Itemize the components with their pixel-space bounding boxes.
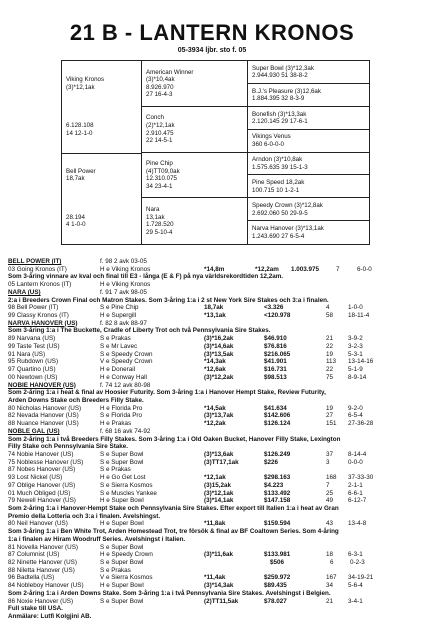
horse-name: 01 Much Obliged (US) xyxy=(8,489,71,497)
sex-and-sire: S e Super Bowl xyxy=(100,458,144,466)
wins-places: 18-11-4 xyxy=(348,312,370,320)
record: *14,8m xyxy=(204,265,225,273)
starts: 0-2-3 xyxy=(350,559,365,567)
earnings: $159.594 xyxy=(264,520,291,528)
sex-and-sire: H e Prakas xyxy=(100,420,132,428)
pedigree-great-grandparent-cell: Arndon (3)*10,8ak 1.575.635 39 15-1-3 xyxy=(248,153,369,176)
wins-places: 37-33-30 xyxy=(348,474,374,482)
progeny-row xyxy=(8,459,418,467)
page-title: 21 B - LANTERN KRONOS xyxy=(69,20,355,45)
horse-name: 84 Nobleboy Hanover (US) xyxy=(8,582,84,590)
wins-places: 6-5-4 xyxy=(348,412,363,420)
pedigree-grandparent-cell: American Winner (3)*10,4ak 8.926.970 27 16-4-3 xyxy=(142,61,247,107)
horse-name: 99 Classy Kronos (IT) xyxy=(8,312,69,320)
sex-and-sire: S e Mr Lavec xyxy=(100,342,138,350)
progeny-row xyxy=(8,598,418,606)
record: (3)*13,5ak xyxy=(204,350,234,358)
race-record-note xyxy=(8,536,418,544)
starts: 4 xyxy=(326,304,330,312)
horse-name: 96 Badtella (US) xyxy=(8,574,55,582)
line-text: Full stake till USA. xyxy=(8,605,63,613)
line-text: NOBLE GAL (US) xyxy=(8,427,60,435)
sex-and-sire: S e Super Bowl xyxy=(100,597,144,605)
horse-name: 80 Neil Hanover (US) xyxy=(8,520,68,528)
progeny-row xyxy=(8,281,418,289)
earnings: $4.223 xyxy=(264,481,284,489)
line-text: Premio della Lotteria och 3:a i finalen. Avelshingst. xyxy=(8,512,161,520)
horse-name: 74 Nobie Hanover (US) xyxy=(8,450,74,458)
dam-heading xyxy=(8,289,418,297)
line-text: Som 2-åring 1:a i Arden Downs Stake. Som 3-åring 1:a i två Pennsylvania Sire Stakes. Avelshingst i Belgien. xyxy=(8,589,331,597)
sex-and-sire: S e Prakas xyxy=(100,566,131,574)
wins-places: 9-2-0 xyxy=(348,404,363,412)
line-text: Som 2-åring 1:a i heat & final av Hoosier Futurity. Som 3-åring 1:a i Hanover Hempt Stake, Review Futurity, xyxy=(8,389,326,397)
progeny-row xyxy=(8,351,418,359)
horse-name: 75 Noblesse Hanover (US) xyxy=(8,458,84,466)
earnings: $216.065 xyxy=(264,350,291,358)
sex-and-sire: S e Prakas xyxy=(100,335,131,343)
pedigree-great-grandparents-column xyxy=(248,61,369,244)
pedigree-great-grandparent-cell: Vikings Venus 360 6-0-0-0 xyxy=(248,130,369,153)
sex-and-sire: S e Pine Chip xyxy=(100,304,139,312)
sex-and-sire: H e Speedy Crown xyxy=(100,551,153,559)
horse-name: 97 Oblige Hanover (US) xyxy=(8,481,76,489)
progeny-row xyxy=(8,544,418,552)
progeny-row xyxy=(8,343,418,351)
dam-heading xyxy=(8,428,418,436)
starts: 22 xyxy=(326,342,334,350)
line-text: NARVA HANOVER (US) xyxy=(8,319,78,327)
horse-name: 80 Nicholas Hanover (US) xyxy=(8,404,82,412)
pedigree-parent-cell: Bell Power 18,7ak xyxy=(66,167,96,183)
progeny-row xyxy=(8,520,418,528)
sex-and-sire: S e Muscles Yankee xyxy=(100,489,157,497)
progeny-row xyxy=(8,582,418,590)
record: (3)*13,7ak xyxy=(204,412,234,420)
sex-and-sire: H e Viking Kronos xyxy=(100,281,151,289)
starts: 1.003.975 xyxy=(291,265,320,273)
progeny-row xyxy=(8,451,418,459)
extra: 6-0-0 xyxy=(357,265,372,273)
starts: 25 xyxy=(326,489,334,497)
earnings: 6 xyxy=(330,559,334,567)
race-record-note xyxy=(8,590,418,598)
starts: 7 xyxy=(326,481,330,489)
wins-places: 5-6-4 xyxy=(348,582,363,590)
wins-places: 1-0-0 xyxy=(348,304,363,312)
sex-and-sire: H e Go Get Lost xyxy=(100,474,146,482)
earnings: $41.901 xyxy=(264,358,287,366)
horse-name: 91 Nara (US) xyxy=(8,350,46,358)
sex-and-sire: H e Super Bowl xyxy=(100,582,144,590)
record: *12,2ak xyxy=(204,420,226,428)
horse-name: 98 Bell Power (IT) xyxy=(8,304,59,312)
horse-name: 79 Newell Hanover (US) xyxy=(8,497,76,505)
starts: 167 xyxy=(326,574,337,582)
record: *14,5ak xyxy=(204,404,226,412)
line-text: f. 91 7 avk 98-05 xyxy=(100,288,147,296)
race-record-note xyxy=(8,327,418,335)
wins-places: 8-14-4 xyxy=(348,450,367,458)
sex-and-sire: S e Super Bowl xyxy=(100,559,144,567)
earnings: $78.027 xyxy=(264,597,287,605)
pedigree-great-grandparent-cell: B.J.'s Pleasure (3)12,6ak 1.884.395 32 8-3-9 xyxy=(248,84,369,107)
earnings: $46.910 xyxy=(264,335,287,343)
pedigree-divider xyxy=(62,153,141,154)
progeny-row xyxy=(8,358,418,366)
progeny-row xyxy=(8,497,418,505)
wins-places: 3-2-3 xyxy=(348,342,363,350)
pedigree-grandparent-cell: Conch (2)*12,1ak 2.910.475 22 14-5-1 xyxy=(142,107,247,153)
pedigree-table xyxy=(61,60,370,245)
pedigree-great-grandparent-cell: Speedy Crown (3)*12,8ak 2.692.060 50 29-9-5 xyxy=(248,198,369,221)
starts: 34 xyxy=(326,582,334,590)
line-text: Som 3-åring 1:a i Ben White Trot, Arden Homestead Trot, tre försök & final av BF Coaltown Series. Som 4-åring xyxy=(8,528,339,536)
line-text: Som 3-åring 1:a i The Buckette, Cradle of Liberty Trot och två Pennsylvania Sire Stakes. xyxy=(8,327,271,335)
progeny-row xyxy=(8,490,418,498)
wins-places: 8-9-14 xyxy=(348,373,367,381)
horse-name: 93 Lost Nickel (US) xyxy=(8,474,63,482)
sex-and-sire: S e Super Bowl xyxy=(100,450,144,458)
earnings: $126.124 xyxy=(264,420,291,428)
horse-name: 87 Nobes Hanover (US) xyxy=(8,466,76,474)
pedigree-great-grandparent-cell: Pine Speed 18,2ak 100.715 10 1-2-1 xyxy=(248,175,369,198)
pedigree-great-grandparent-cell: Bonefish (3)*13,3ak 2.120.145 29 17-6-1 xyxy=(248,107,369,130)
starts: 22 xyxy=(326,366,334,374)
sex-and-sire: S e Super Bowl xyxy=(100,543,144,551)
horse-name: 05 Lantern Kronos (IT) xyxy=(8,281,72,289)
wins-places: 3-4-1 xyxy=(348,597,363,605)
record: (3)*12,1ak xyxy=(204,489,234,497)
starts: 21 xyxy=(326,597,334,605)
starts: 49 xyxy=(326,497,334,505)
record: (3)TT17,1ak xyxy=(204,458,239,466)
progeny-row xyxy=(8,551,418,559)
wins-places: 5-3-1 xyxy=(348,350,363,358)
registration-line: 05-3934 ljbr. sto f. 05 xyxy=(177,47,247,54)
earnings: $133.981 xyxy=(264,551,291,559)
pedigree-parent-cell: 6.128.108 14 12-1-0 xyxy=(66,122,94,137)
record: (3)15,2ak xyxy=(204,481,231,489)
progeny-row xyxy=(8,412,418,420)
race-record-note xyxy=(8,297,418,305)
earnings: <3.326 xyxy=(264,304,284,312)
sex-and-sire: H e Super Bowl xyxy=(100,497,144,505)
starts: 43 xyxy=(326,520,334,528)
sex-and-sire: H e Supergill xyxy=(100,312,137,320)
pedigree-parent-cell: 28.194 4 1-0-0 xyxy=(66,213,86,229)
horse-name: 86 Noxie Hanover (US) xyxy=(8,597,74,605)
earnings: $142.606 xyxy=(264,412,291,420)
progeny-row xyxy=(8,474,418,482)
horse-name: 88 Niletta Hanover (US) xyxy=(8,566,75,574)
record: $506 xyxy=(270,559,285,567)
line-text: Filly Stake och Pennsylvania Sire Stake. xyxy=(8,443,129,451)
earnings: $89.435 xyxy=(264,582,287,590)
record: (3)*14,1ak xyxy=(204,497,234,505)
earnings: $41.634 xyxy=(264,404,287,412)
race-record-note xyxy=(8,443,418,451)
earnings: $298.163 xyxy=(264,474,291,482)
progeny-row xyxy=(8,304,418,312)
race-record-note xyxy=(8,273,418,281)
progeny-row xyxy=(8,559,418,567)
line-text: NARA (US) xyxy=(8,288,41,296)
wins-places: 7 xyxy=(336,265,340,273)
progeny-row xyxy=(8,567,418,575)
line-text: BELL POWER (IT) xyxy=(8,258,62,265)
record: (3)*14,6ak xyxy=(204,342,234,350)
line-text: NOBIE HANOVER (US) xyxy=(8,381,76,389)
sex-and-sire: H e Conway Hall xyxy=(100,373,147,381)
dam-heading xyxy=(8,258,418,266)
sex-and-sire: V e Speedy Crown xyxy=(100,358,153,366)
starts: 151 xyxy=(326,420,337,428)
starts: 75 xyxy=(326,373,334,381)
horse-name: 81 Novella Hanover (US) xyxy=(8,543,78,551)
record: *11,4ak xyxy=(204,574,226,582)
sex-and-sire: S e Speedy Crown xyxy=(100,350,153,358)
wins-places: 6-3-1 xyxy=(348,551,363,559)
record: *11,8ak xyxy=(204,520,226,528)
sex-and-sire: H e Donerail xyxy=(100,366,135,374)
earnings: $98.513 xyxy=(264,373,287,381)
record: *12,6ak xyxy=(204,366,226,374)
progeny-row xyxy=(8,374,418,382)
starts: 37 xyxy=(326,450,334,458)
record: 18,7ak xyxy=(204,304,224,312)
record: (2)TT11,5ak xyxy=(204,597,239,605)
progeny-row xyxy=(8,482,418,490)
wins-places: 2-1-1 xyxy=(348,481,363,489)
line-text: 2:a i Breeders Crown Final och Matron Stakes. Som 3-åring 1:a i 2 st New York Sire Stakes och 3:a i finalen. xyxy=(8,296,329,304)
earnings: $133.492 xyxy=(264,489,291,497)
line-text: Anmälare: Lutfi Kolgjini AB. xyxy=(8,613,92,621)
line-text: Som 2-åring 1:a i två Breeders Filly Stakes. Som 3-åring 1:a i Old Oaken Bucket, Hanover Filly Stake, Lexington xyxy=(8,435,341,443)
race-record-note xyxy=(8,505,418,513)
wins-places: 34-19-21 xyxy=(348,574,374,582)
starts: 21 xyxy=(326,335,334,343)
horse-name: 99 Taste Test (US) xyxy=(8,342,60,350)
earnings: *12,2am xyxy=(255,265,279,273)
line-text: Som 2-åring 1:a i Hanover-Hempt Stake och Pennsylvania Sire Stakes. Efter export till Italien 1:a i heat av Gran xyxy=(8,505,339,512)
earnings: $76.816 xyxy=(264,342,287,350)
progeny-row xyxy=(8,366,418,374)
starts: 113 xyxy=(326,358,337,366)
record: (3)*13,6ak xyxy=(204,450,234,458)
earnings: $126.249 xyxy=(264,450,291,458)
line-text: Som 3-åring vinnare av kval och final till E3 - långa (E & F) på nya världsrekordtiden 12,2am. xyxy=(8,273,284,281)
sex-and-sire: S e Florida Pro xyxy=(100,412,142,420)
race-record-note xyxy=(8,528,418,536)
record: (3)*12,2ak xyxy=(204,373,234,381)
sex-and-sire: S e Sierra Kosmos xyxy=(100,481,153,489)
progeny-row xyxy=(8,574,418,582)
earnings: $259.972 xyxy=(264,574,291,582)
line-text: f. 82 8 avk 88-97 xyxy=(100,319,147,327)
wins-places: 3-9-2 xyxy=(348,335,363,343)
progeny-records xyxy=(8,258,418,621)
line-text: Arden Downs Stake och Breeders Filly Stake. xyxy=(8,396,144,404)
pedigree-great-grandparent-cell: Narva Hanover (3)*13,1ak 1.243.690 27 6-5-4 xyxy=(252,224,324,240)
progeny-row xyxy=(8,405,418,413)
earnings: $226 xyxy=(264,458,279,466)
line-text: f. 98 2 avk 03-05 xyxy=(100,258,147,265)
wins-places: 6-6-1 xyxy=(348,489,363,497)
wins-places: 6-12-7 xyxy=(348,497,367,505)
progeny-row xyxy=(8,420,418,428)
pedigree-parents-column xyxy=(62,61,142,244)
starts: 19 xyxy=(326,404,334,412)
pedigree-grandparents-column xyxy=(142,61,248,244)
line-text: 1:a i finalen av Hiram Woodruff Series. Avelshingst i Italien. xyxy=(8,535,186,543)
line-text: f. 74 12 avk 80-98 xyxy=(100,381,151,389)
pedigree-grandparent-cell: Nara 13,1ak 1.728.520 29 5-10-4 xyxy=(146,205,174,236)
wins-places: 5-1-9 xyxy=(348,366,363,374)
sex-and-sire: S e Prakas xyxy=(100,466,131,474)
race-record-note xyxy=(8,513,418,521)
race-record-note xyxy=(8,436,418,444)
starts: 27 xyxy=(326,412,334,420)
pedigree-great-grandparent-cell: Super Bowl (3)*12,3ak 2.944.930 51 38-8-2 xyxy=(248,61,369,84)
horse-name: 87 Columnist (US) xyxy=(8,551,60,559)
pedigree-grandparent-cell: Pine Chip (4)TT09,0ak 12.310.075 34 23-4-1 xyxy=(142,153,247,199)
starts: 168 xyxy=(326,474,337,482)
race-record-note xyxy=(8,613,418,621)
horse-name: 82 Nevada Hanover (US) xyxy=(8,412,79,420)
race-record-note xyxy=(8,389,418,397)
progeny-row xyxy=(8,466,418,474)
starts: 58 xyxy=(326,312,334,320)
record: *13,1ak xyxy=(204,312,226,320)
earnings: $16.731 xyxy=(264,366,287,374)
horse-name: 95 Rubdown (US) xyxy=(8,358,59,366)
wins-places: 27-36-28 xyxy=(348,420,374,428)
sex-and-sire: V e Sierra Kosmos xyxy=(100,574,153,582)
horse-name: 89 Narvana (US) xyxy=(8,335,56,343)
wins-places: 13-14-16 xyxy=(348,358,374,366)
earnings: $147.158 xyxy=(264,497,291,505)
pedigree-parent-cell: Viking Kronos (3)*12,1ak xyxy=(66,76,105,91)
sex-and-sire: H e Super Bowl xyxy=(100,520,144,528)
horse-name: 97 Quartino (US) xyxy=(8,366,56,374)
starts: 19 xyxy=(326,350,334,358)
progeny-row xyxy=(8,335,418,343)
earnings: <120.978 xyxy=(264,312,291,320)
sex-and-sire: H e Florida Pro xyxy=(100,404,143,412)
record: *14,3ak xyxy=(204,358,226,366)
sex-and-sire: H e Viking Kronos xyxy=(100,265,151,273)
record: (3)*16,2ak xyxy=(204,335,234,343)
record: (3)*14,3ak xyxy=(204,582,234,590)
horse-name: 82 Ninette Hanover (US) xyxy=(8,559,77,567)
record: *12,1ak xyxy=(204,474,226,482)
line-text: f. 68 16 avk 74-92 xyxy=(100,427,151,435)
horse-name: 03 Going Kronos (IT) xyxy=(8,265,67,273)
race-record-note xyxy=(8,397,418,405)
wins-places: 13-4-8 xyxy=(348,520,367,528)
record: (3)*11,6ak xyxy=(204,551,234,559)
starts: 3 xyxy=(326,458,330,466)
wins-places: 0-0-0 xyxy=(348,458,363,466)
horse-name: 88 Nuance Hanover (US) xyxy=(8,420,79,428)
race-record-note xyxy=(8,605,418,613)
starts: 18 xyxy=(326,551,334,559)
horse-name: 00 Newtown (US) xyxy=(8,373,58,381)
progeny-row xyxy=(8,312,418,320)
